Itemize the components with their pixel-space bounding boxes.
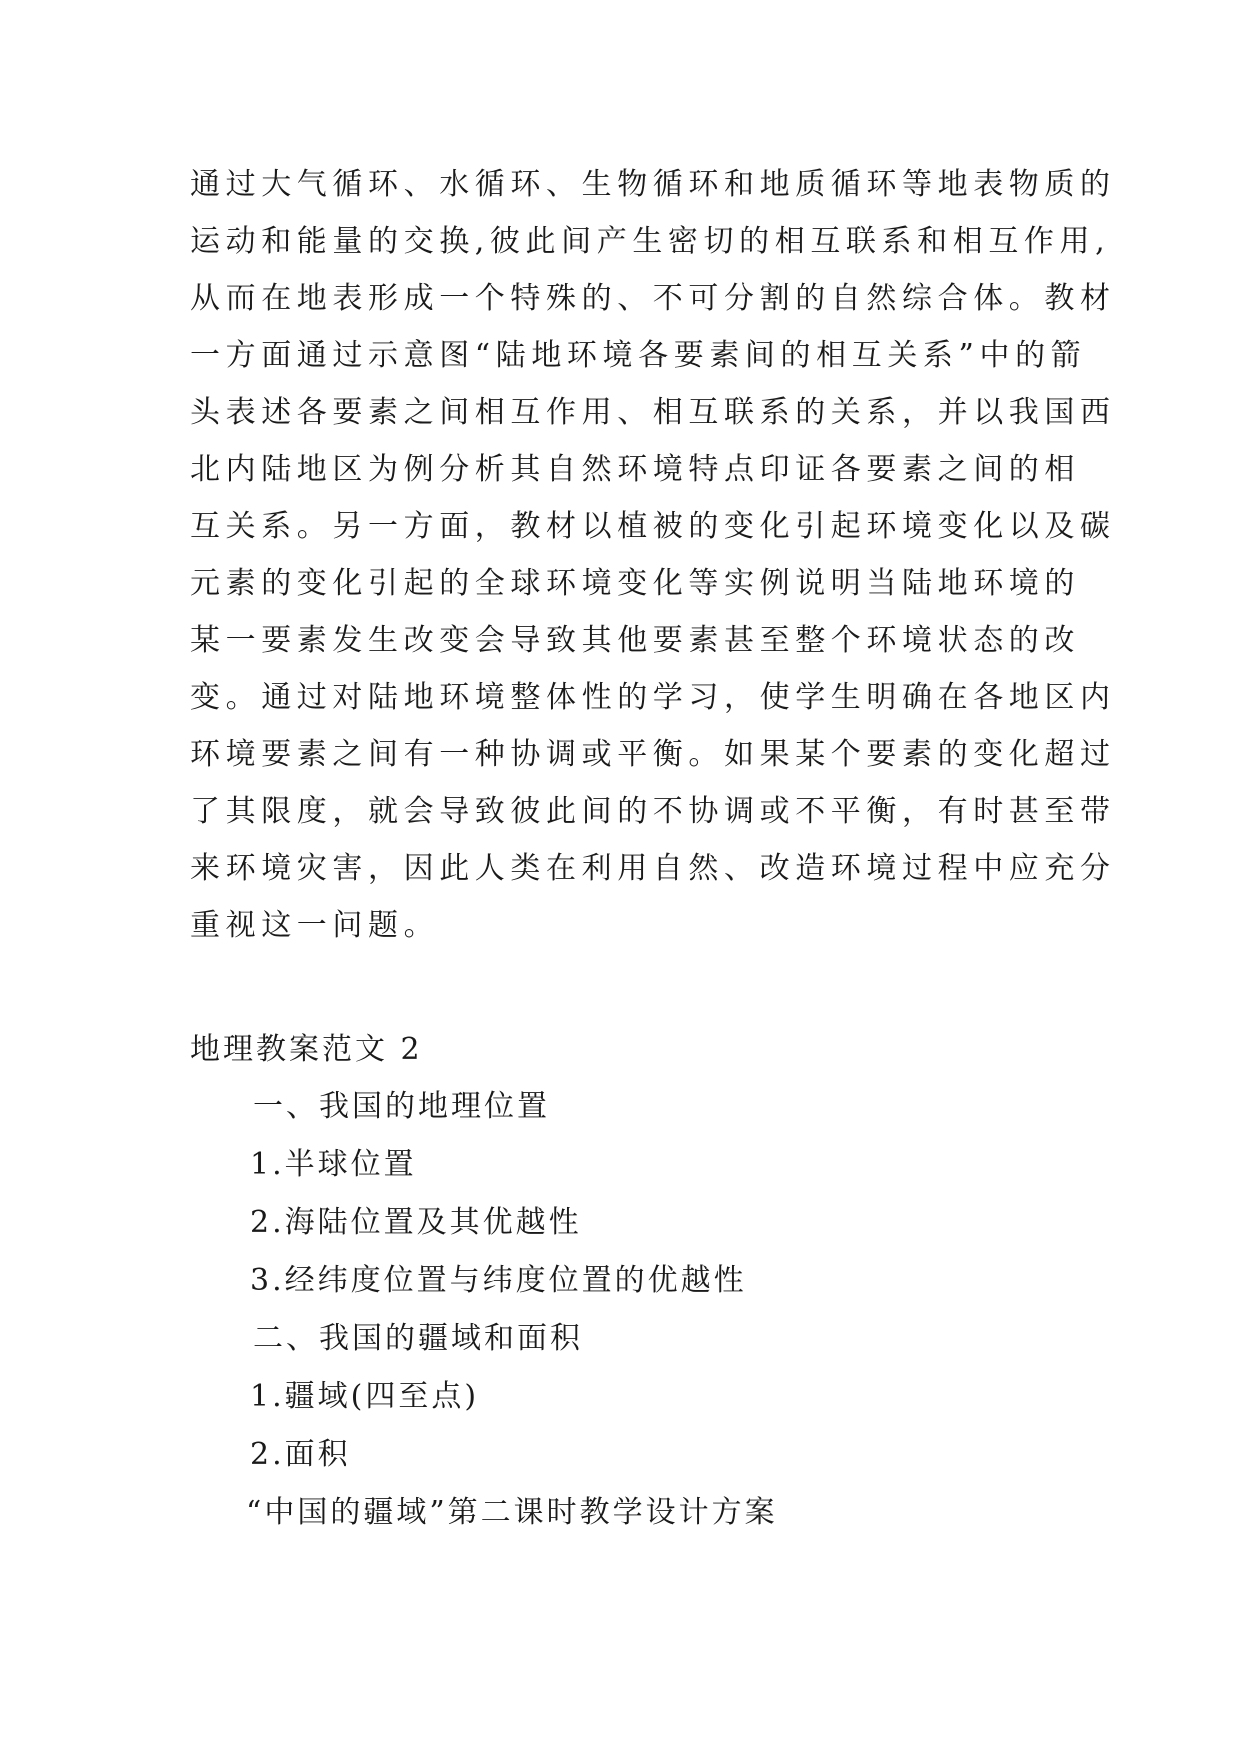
outline-item: 二、我国的疆域和面积 <box>253 1321 583 1356</box>
paragraph-line: 环境要素之间有一种协调或平衡。如果某个要素的变化超过 <box>190 737 1116 772</box>
paragraph-line: 头表述各要素之间相互作用、相互联系的关系，并以我国西 <box>190 395 1116 430</box>
outline-item: 一、我国的地理位置 <box>253 1089 550 1124</box>
section-title: 地理教案范文 2 <box>190 1032 423 1067</box>
paragraph-line: 运动和能量的交换,彼此间产生密切的相互联系和相互作用, <box>190 224 1111 259</box>
paragraph-line: 变。通过对陆地环境整体性的学习，使学生明确在各地区内 <box>190 680 1116 715</box>
paragraph-line: 重视这一问题。 <box>190 908 440 943</box>
outline-item: 2.面积 <box>250 1437 351 1472</box>
paragraph-line: 了其限度，就会导致彼此间的不协调或不平衡，有时甚至带 <box>190 794 1116 829</box>
paragraph-line: 通过大气循环、水循环、生物循环和地质循环等地表物质的 <box>190 167 1116 202</box>
paragraph-line: 北内陆地区为例分析其自然环境特点印证各要素之间的相 <box>190 452 1080 487</box>
paragraph-line: 互关系。另一方面，教材以植被的变化引起环境变化以及碳 <box>190 509 1116 544</box>
paragraph-line: 元素的变化引起的全球环境变化等实例说明当陆地环境的 <box>190 566 1080 601</box>
outline-item: 3.经纬度位置与纬度位置的优越性 <box>250 1263 747 1298</box>
paragraph-line: 某一要素发生改变会导致其他要素甚至整个环境状态的改 <box>190 623 1080 658</box>
outline-item: 2.海陆位置及其优越性 <box>250 1205 582 1240</box>
outline-item: 1.半球位置 <box>250 1147 417 1182</box>
paragraph-line: 来环境灾害，因此人类在利用自然、改造环境过程中应充分 <box>190 851 1116 886</box>
paragraph-line: 从而在地表形成一个特殊的、不可分割的自然综合体。教材 <box>190 281 1116 316</box>
outline-item: “中国的疆域”第二课时教学设计方案 <box>246 1495 778 1530</box>
paragraph-line: 一方面通过示意图“陆地环境各要素间的相互关系”中的箭 <box>190 338 1087 373</box>
outline-item: 1.疆域(四至点) <box>250 1379 480 1414</box>
